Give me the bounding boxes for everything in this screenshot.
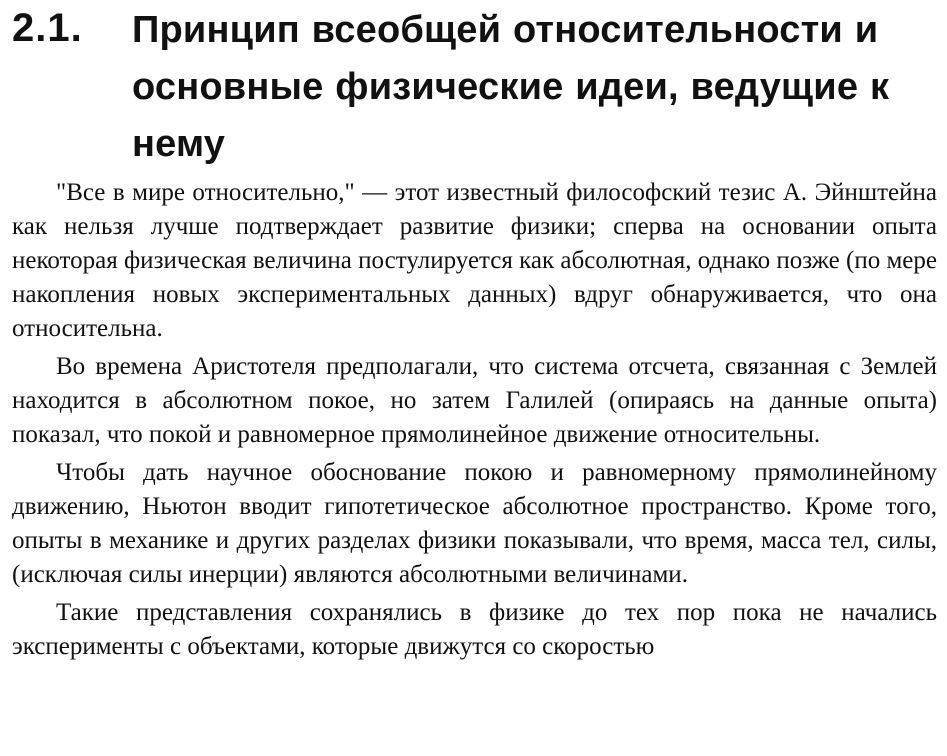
paragraph: "Все в мире относительно," — этот известный философский тезис А. Эйнштейна как нельзя лучше подтверждает развитие физики; сперва на основании опыта некоторая физическая величина постулируется как абсолютная, однако позже (по мере накопления новых экспериментальных данных) вдруг обнаруживается, что она относительна. [12, 179, 937, 342]
section-number: 2.1. [12, 6, 83, 50]
paragraph: Такие представления сохранялись в физике до тех пор пока не начались эксперименты с объектами, которые движутся со скоростью [12, 599, 937, 660]
paragraph: Чтобы дать научное обоснование покою и равномерному прямолинейному движению, Ньютон вводит гипотетическое абсолютное пространство. Кроме того, опыты в механике и других разделах физики показывали, что время, масса тел, силы, (исключая силы инерции) являются абсолютными величинами. [12, 459, 937, 588]
section-heading [0, 0, 947, 165]
paragraph: Во времена Аристотеля предполагали, что система отсчета, связанная с Землей находится в абсолютном покое, но затем Галилей (опираясь на данные опыта) показал, что покой и равномерное прямолинейное движение относительны. [12, 353, 937, 448]
section-title: Принцип всеобщей относительности и основные физические идеи, ведущие к нему [132, 9, 890, 165]
body-text [12, 176, 937, 664]
